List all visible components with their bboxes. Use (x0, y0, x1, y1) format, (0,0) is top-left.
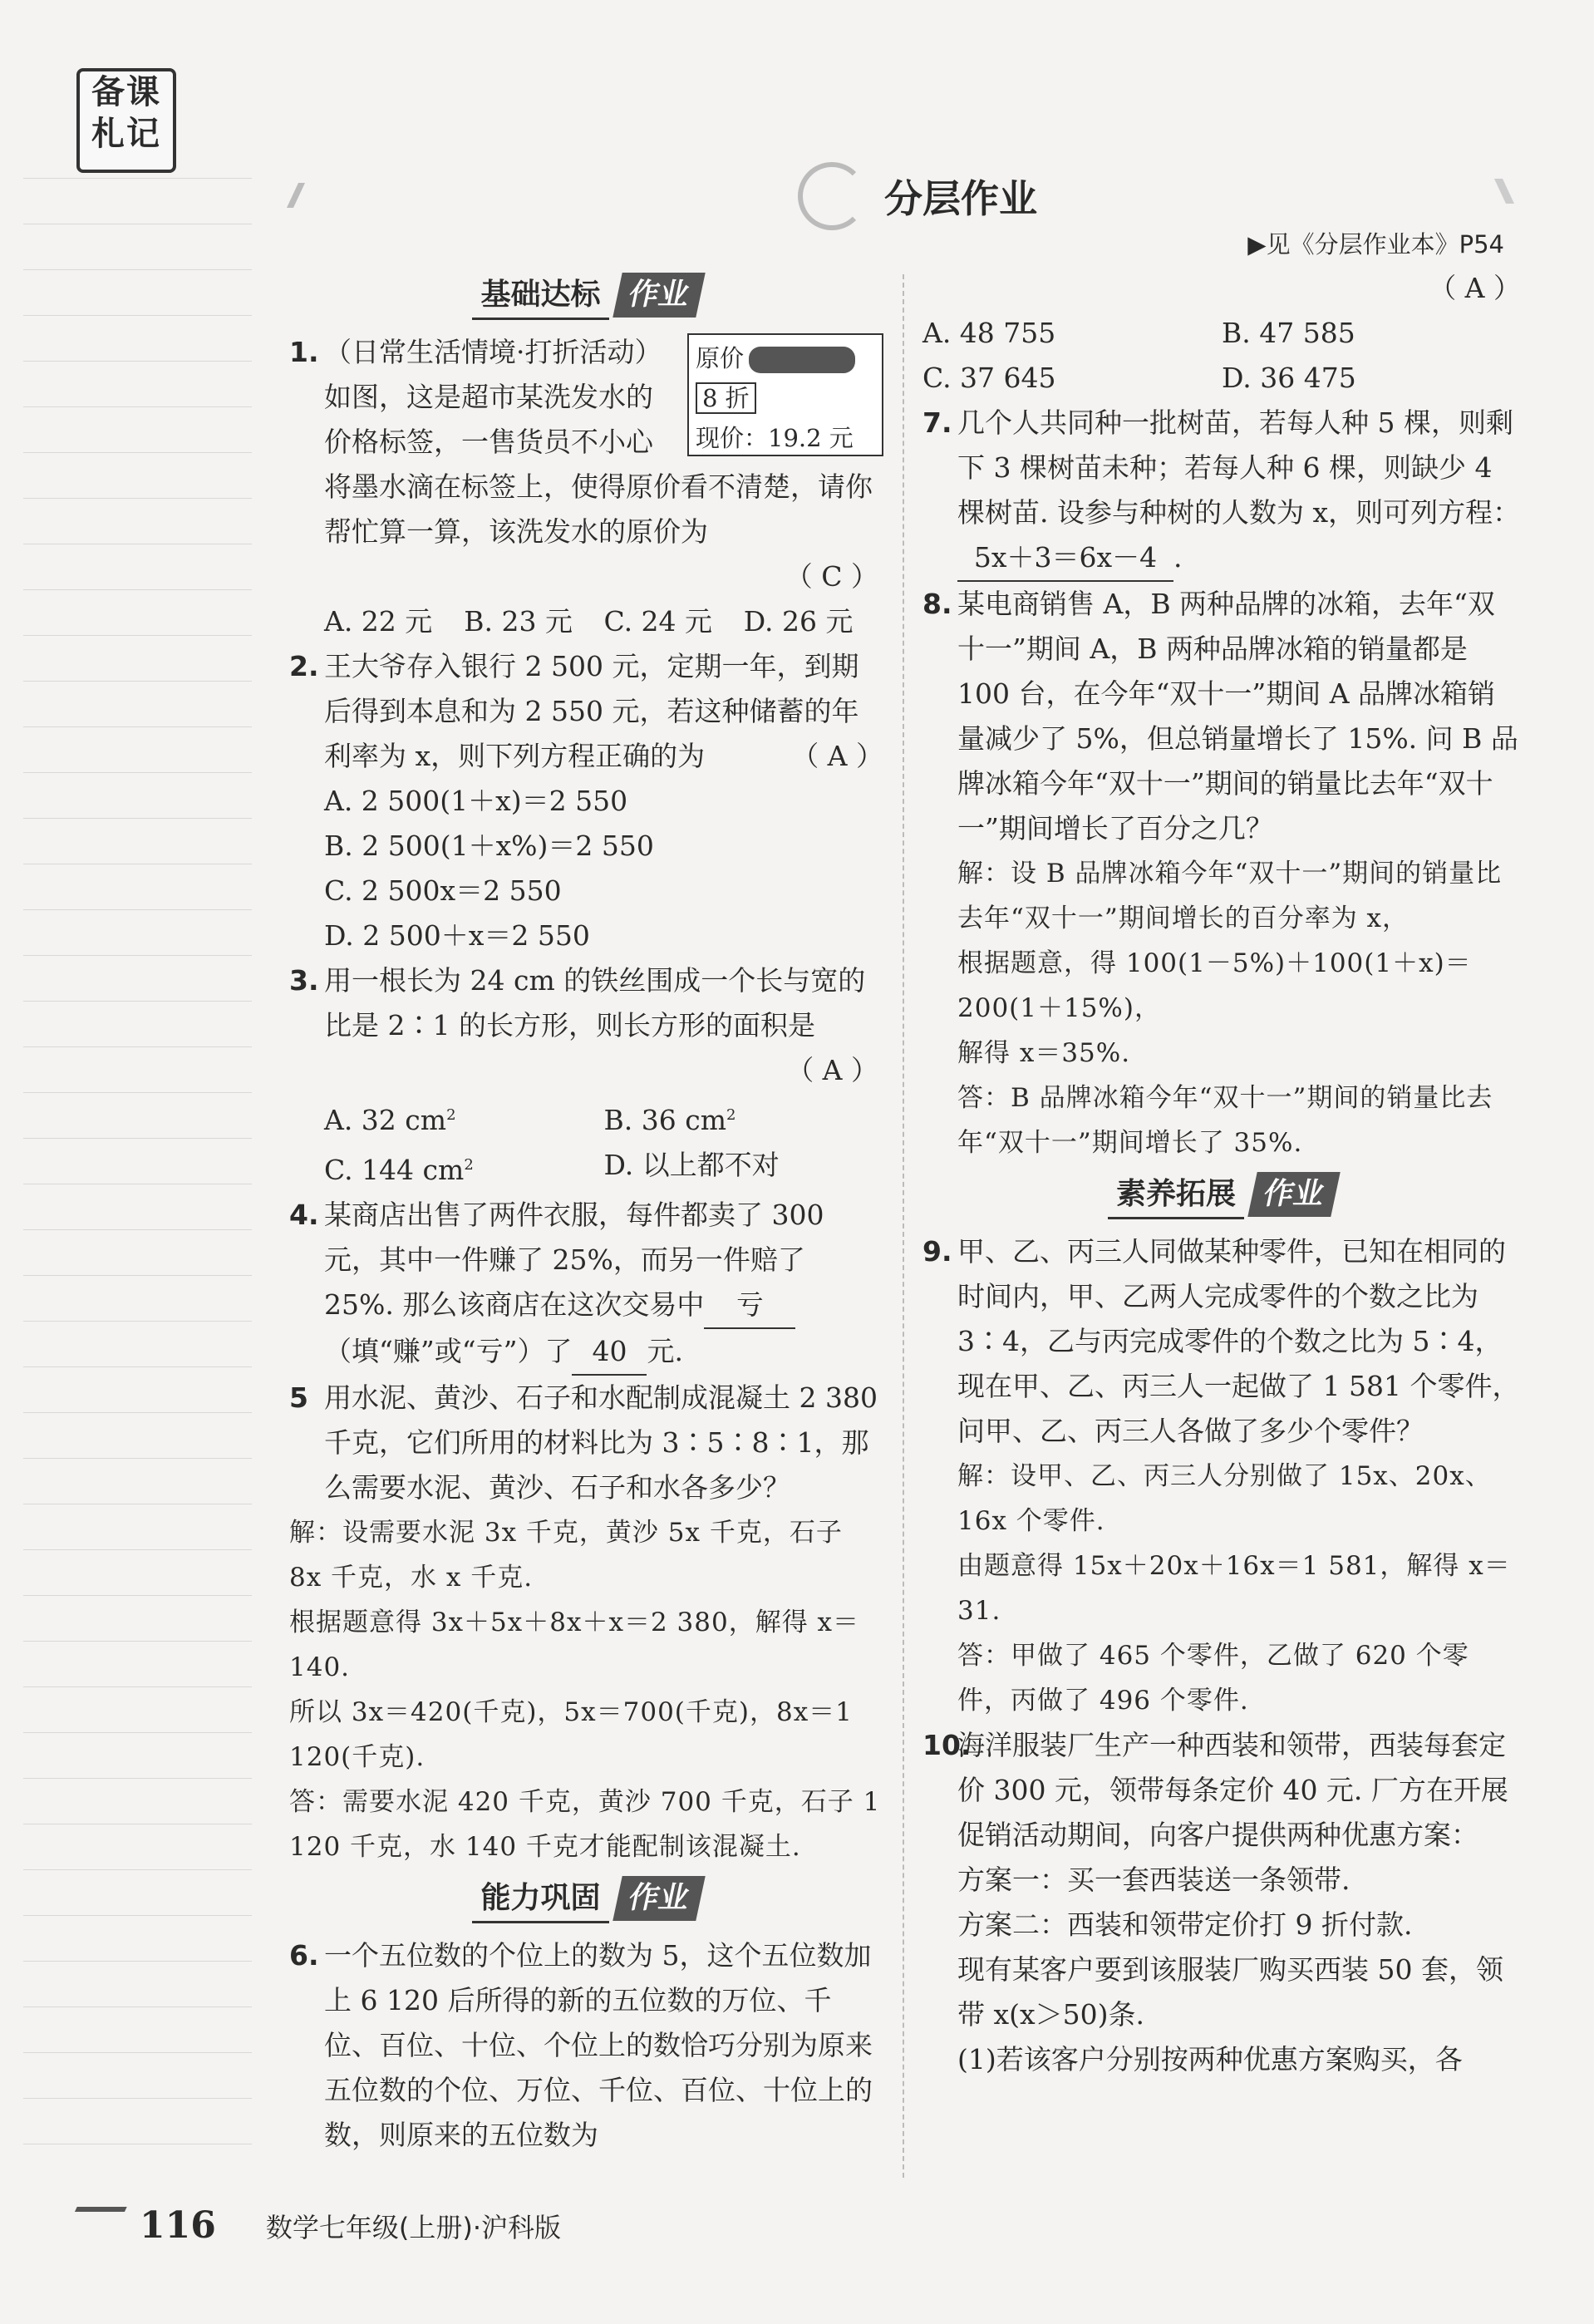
option: D. 36 475 (1222, 362, 1356, 394)
q6-continued (922, 266, 1521, 401)
option: A. 48 755 (922, 317, 1056, 349)
solution-line: 根据题意得 3x＋5x＋8x＋x＝2 380，解得 x＝140. (289, 1608, 860, 1682)
question-text: （填“赚”或“亏”）了 (324, 1335, 573, 1367)
solution-line: 答：B 品牌冰箱今年“双十一”期间的销量比去年“双十一”期间增长了 35%. (957, 1083, 1493, 1158)
answer-blank: 亏 (704, 1283, 795, 1329)
answer-blank: 40 (572, 1329, 647, 1376)
margin-note-lines (23, 133, 252, 2186)
plan-one: 方案一：买一套西装送一条领带. (957, 1864, 1350, 1896)
question-10 (922, 1723, 1521, 2082)
question-9 (922, 1229, 1521, 1723)
option: C. 37 645 (922, 362, 1056, 394)
option: B. 2 500(1＋x%)＝2 550 (324, 830, 654, 862)
question-text: 王大爷存入银行 2 500 元，定期一年，到期后得到本息和为 2 550 元，若这种储蓄的年利率为 x，则下列方程正确的为 (324, 650, 859, 772)
option: B. 36 $cm^2$ (603, 1104, 736, 1136)
solution-line: 解：设 B 品牌冰箱今年“双十一”期间的销量比去年“双十一”期间增长的百分率为 x， (957, 859, 1503, 933)
page-header (798, 162, 1037, 230)
section-basic (289, 273, 883, 320)
solution-line: 答：甲做了 465 个零件，乙做了 620 个零件，丙做了 496 个零件. (957, 1641, 1469, 1716)
option: D. 26 元 (743, 605, 854, 638)
answer: （ A ） (786, 1054, 878, 1086)
question-number: 6. (289, 1939, 319, 1972)
option: A. 2 500(1＋x)＝2 550 (324, 785, 628, 817)
question-text: 海洋服装厂生产一种西装和领带，西装每套定价 300 元，领带每条定价 40 元. 厂方在开展促销活动期间，向客户提供两种优惠方案： (957, 1729, 1508, 1851)
option: C. 2 500x＝2 550 (324, 874, 562, 907)
question-number: 5 (289, 1381, 308, 1414)
options (324, 599, 883, 644)
question-5 (289, 1376, 883, 1869)
option: A. 22 元 (324, 605, 433, 638)
question-text: 一个五位数的个位上的数为 5，这个五位数加上 6 120 后所得的新的五位数的万位、千位、百位、十位、个位上的数恰巧分别为原来五位数的个位、万位、千位、百位、十位上的数，则原来的五位数为 (324, 1939, 873, 2151)
punctuation: . (1173, 541, 1183, 574)
question-7 (922, 401, 1521, 582)
answer: （ C ） (785, 560, 878, 593)
page-title: 分层作业 (884, 176, 1037, 221)
badge-line1: 备课 (91, 72, 161, 111)
solution-line: 解：设甲、乙、丙三人分别做了 15x、20x、16x 个零件. (957, 1461, 1492, 1536)
section-title: 素养拓展 (1108, 1172, 1244, 1219)
notes-badge (76, 68, 176, 173)
section-ability (289, 1876, 883, 1923)
question-text: 几个人共同种一批树苗，若每人种 5 棵，则剩下 3 棵树苗未种；若每人种 6 棵，则缺少 4 棵树苗. 设参与种树的人数为 x，则可列方程： (957, 406, 1521, 529)
question-3 (289, 958, 883, 1193)
workbook-reference: ▶见《分层作业本》P54 (1247, 230, 1504, 258)
option: D. 2 500＋x＝2 550 (324, 919, 590, 952)
answer: （ A ） (791, 740, 883, 772)
question-text: （日常生活情境·打折活动）如图，这是超市某洗发水的价格标签，一售货员不小心将墨水滴在标签上，使得原价看不清楚，请你帮忙算一算，该洗发水的原价为 (324, 336, 873, 548)
solution-line: 答：需要水泥 420 千克，黄沙 700 千克，石子 1 120 千克，水 140 千克才能配制该混凝土. (289, 1787, 881, 1862)
question-number: 10. (922, 1729, 972, 1761)
question-number: 9. (922, 1235, 952, 1268)
question-1 (289, 330, 883, 644)
decor-stroke-left (287, 183, 355, 208)
options (324, 1093, 883, 1193)
page-number: 116 (140, 2204, 216, 2247)
question-number: 2. (289, 650, 319, 682)
option: A. 32 $cm^2$ (324, 1104, 456, 1136)
book-title: 数学七年级(上册)·沪科版 (265, 2211, 562, 2243)
plan-two: 方案二：西装和领带定价打 9 折付款. (957, 1908, 1413, 1941)
footer-decor-icon (59, 2207, 126, 2245)
question-number: 8. (922, 588, 952, 620)
solution (957, 1454, 1521, 1723)
solution-line: 解：设需要水泥 3x 千克，黄沙 5x 千克，石子 8x 千克，水 x 千克. (289, 1518, 843, 1593)
decor-stroke-right (1436, 179, 1514, 204)
question-number: 4. (289, 1199, 319, 1231)
question-text: 用一根长为 24 cm 的铁丝围成一个长与宽的比是 2∶1 的长方形，则长方形的面积是 (324, 964, 866, 1041)
question-text: 现有某客户要到该服装厂购买西装 50 套，领带 x(x＞50)条. (957, 1953, 1503, 2031)
question-4 (289, 1193, 883, 1376)
price-tag-figure (687, 333, 883, 456)
options (922, 311, 1521, 401)
section-title: 能力巩固 (472, 1876, 608, 1923)
question-text: 某商店出售了两件衣服，每件都卖了 300 元，其中一件赚了 25%，而另一件赔了 25%. 那么该商店在这次交易中 (324, 1199, 824, 1321)
right-column (922, 266, 1521, 2082)
question-text: 用水泥、黄沙、石子和水配制成混凝土 2 380 千克，它们所用的材料比为 3∶5∶8∶1，那么需要水泥、黄沙、石子和水各多少？ (324, 1381, 878, 1504)
question-text: 甲、乙、丙三人同做某种零件，已知在相同的时间内，甲、乙两人完成零件的个数之比为 3∶4，乙与丙完成零件的个数之比为 5∶4，现在甲、乙、丙三人一起做了 1 581 个零件，问甲、乙、丙三人各做了多少个零件？ (957, 1235, 1520, 1447)
section-tag: 作业 (1247, 1172, 1340, 1217)
badge-line2: 札记 (91, 114, 161, 153)
answer-blank: 5x＋3＝6x－4 (957, 535, 1173, 582)
tag-current-price: 现价：19.2 元 (696, 424, 854, 452)
question-8 (922, 582, 1521, 1165)
option: B. 47 585 (1222, 317, 1355, 349)
section-title: 基础达标 (472, 273, 608, 320)
column-divider (903, 274, 904, 2178)
section-extension (922, 1172, 1521, 1219)
question-number: 1. (289, 336, 319, 368)
solution-line: 由题意得 15x＋20x＋16x＝1 581，解得 x＝31. (957, 1551, 1511, 1626)
page-footer (68, 2204, 561, 2247)
question-text: 某电商销售 A，B 两种品牌的冰箱，去年“双十一”期间 A，B 两种品牌冰箱的销量都是 100 台，在今年“双十一”期间 A 品牌冰箱销量减少了 5%，但总销量增长了 15%. 问 B 品牌冰箱今年“双十一”期间的销量比去年“双十一”期间增长了百分之几？ (957, 588, 1518, 844)
option: B. 23 元 (464, 605, 573, 638)
solution-line: 根据题意，得 100(1－5%)＋100(1＋x)＝200(1＋15%)， (957, 948, 1472, 1023)
question-text: 元. (647, 1335, 683, 1367)
option: D. 以上都不对 (603, 1149, 780, 1181)
option: C. 144 $cm^2$ (324, 1154, 474, 1186)
question-6 (289, 1933, 883, 2158)
option: C. 24 元 (603, 605, 713, 638)
tag-discount: 8 折 (696, 382, 756, 414)
tag-original-label: 原价 (696, 344, 745, 372)
solution-line: 所以 3x＝420(千克)，5x＝700(千克)，8x＝1 120(千克). (289, 1697, 853, 1772)
left-column (289, 266, 883, 2158)
solution (289, 1510, 883, 1869)
swirl-icon (798, 162, 866, 230)
section-tag: 作业 (613, 273, 705, 318)
solution (957, 851, 1521, 1165)
section-tag: 作业 (613, 1876, 705, 1921)
question-number: 3. (289, 964, 319, 997)
question-2 (289, 644, 883, 958)
solution-line: 解得 x＝35%. (957, 1038, 1131, 1068)
answer: （ A ） (1429, 272, 1521, 304)
ink-blot (749, 347, 855, 373)
sub-question: (1)若该客户分别按两种优惠方案购买，各 (957, 2043, 1463, 2075)
question-number: 7. (922, 406, 952, 439)
